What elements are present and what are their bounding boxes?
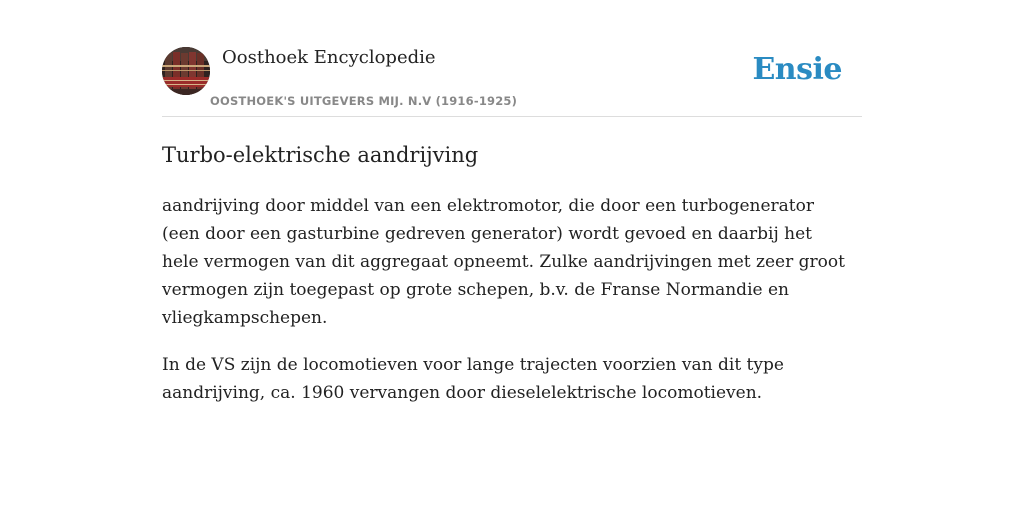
source-header <box>162 46 862 117</box>
source-subtitle: OOSTHOEK'S UITGEVERS MIJ. N.V (1916-1925) <box>210 94 518 108</box>
entry-title: Turbo-elektrische aandrijving <box>162 143 479 167</box>
ensie-logo-link[interactable]: Ensie <box>752 52 842 87</box>
entry-paragraph: In de VS zijn de locomotieven voor lange trajecten voorzien van dit type aandrijving, ca. 1960 vervangen door dieselelektrische locomotieven. <box>162 355 784 403</box>
entry-paragraph: aandrijving door middel van een elektromotor, die door een turbogenerator (een door een gasturbine gedreven generator) wordt gevoed en daarbij het hele vermogen van dit aggregaat opneemt. Zulke aandrijvingen met zeer groot vermogen zijn toegepast op grote schepen, b.v. de Franse Normandie en vliegkampschepen. <box>162 196 845 328</box>
source-title[interactable]: Oosthoek Encyclopedie <box>222 47 436 68</box>
book-spines-icon[interactable] <box>162 47 210 95</box>
entry-body <box>162 192 852 426</box>
